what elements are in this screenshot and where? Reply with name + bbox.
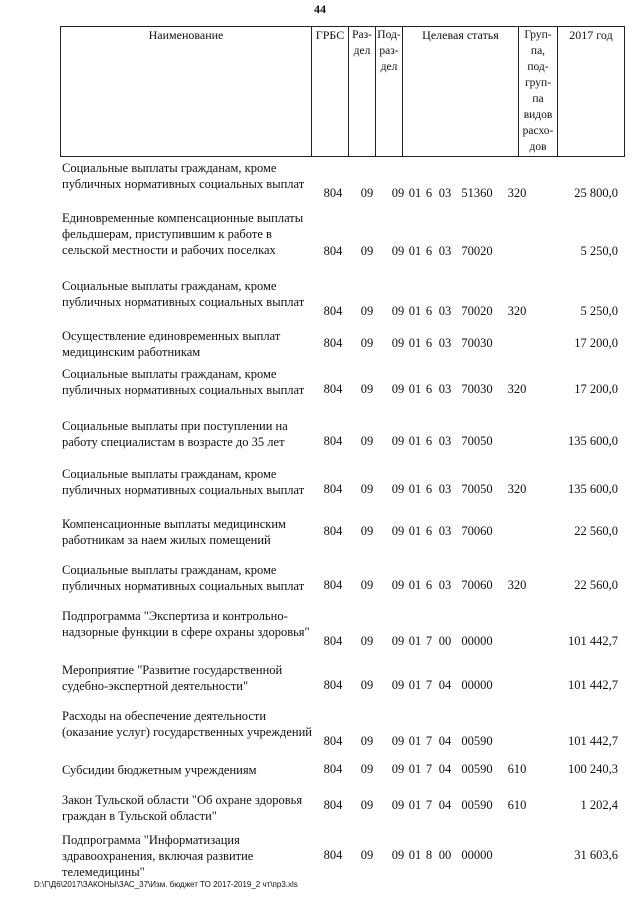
cell-razdel: 09 bbox=[360, 762, 374, 776]
cell-vid: 610 bbox=[507, 762, 527, 776]
cell-podrazdel: 09 bbox=[391, 634, 405, 648]
cell-t3: 00 bbox=[438, 634, 452, 648]
cell-vid: 610 bbox=[507, 798, 527, 812]
cell-sum: 101 442,7 bbox=[568, 634, 618, 648]
cell-t2: 6 bbox=[425, 304, 433, 318]
cell-sum: 101 442,7 bbox=[568, 678, 618, 692]
page-number: 44 bbox=[314, 2, 326, 16]
cell-sum: 135 600,0 bbox=[568, 434, 618, 448]
cell-t4: 00000 bbox=[461, 848, 493, 862]
cell-grbs: 804 bbox=[323, 734, 343, 748]
cell-vid: 320 bbox=[507, 186, 527, 200]
row-name: Закон Тульской области "Об охране здоровья граждан в Тульской области" bbox=[62, 793, 303, 823]
cell-t1: 01 bbox=[408, 848, 422, 862]
cell-sum: 31 603,6 bbox=[574, 848, 618, 862]
cell-t4: 00000 bbox=[461, 634, 493, 648]
cell-grbs: 804 bbox=[323, 186, 343, 200]
cell-t1: 01 bbox=[408, 304, 422, 318]
cell-t3: 04 bbox=[438, 734, 452, 748]
cell-t4: 70030 bbox=[461, 382, 493, 396]
cell-t4: 00590 bbox=[461, 734, 493, 748]
cell-t1: 01 bbox=[408, 678, 422, 692]
cell-razdel: 09 bbox=[360, 186, 374, 200]
cell-razdel: 09 bbox=[360, 524, 374, 538]
cell-t3: 03 bbox=[438, 434, 452, 448]
cell-t1: 01 bbox=[408, 186, 422, 200]
row-name: Субсидии бюджетным учреждениям bbox=[62, 763, 257, 777]
cell-grbs: 804 bbox=[323, 382, 343, 396]
cell-grbs: 804 bbox=[323, 678, 343, 692]
row-name: Подпрограмма "Экспертиза и контрольно-надзорные функции в сфере охраны здоровья" bbox=[62, 609, 310, 639]
cell-t4: 51360 bbox=[461, 186, 493, 200]
row-name: Социальные выплаты гражданам, кроме публичных нормативных социальных выплат bbox=[62, 367, 305, 397]
cell-razdel: 09 bbox=[360, 244, 374, 258]
cell-grbs: 804 bbox=[323, 634, 343, 648]
cell-grbs: 804 bbox=[323, 848, 343, 862]
cell-podrazdel: 09 bbox=[391, 304, 405, 318]
cell-t3: 03 bbox=[438, 186, 452, 200]
cell-t1: 01 bbox=[408, 524, 422, 538]
cell-t4: 70020 bbox=[461, 304, 493, 318]
cell-t1: 01 bbox=[408, 634, 422, 648]
cell-t3: 03 bbox=[438, 382, 452, 396]
cell-t2: 6 bbox=[425, 244, 433, 258]
cell-grbs: 804 bbox=[323, 762, 343, 776]
col-header-target: Целевая статья bbox=[403, 27, 519, 157]
cell-t1: 01 bbox=[408, 734, 422, 748]
cell-razdel: 09 bbox=[360, 578, 374, 592]
cell-t2: 6 bbox=[425, 524, 433, 538]
cell-t4: 00590 bbox=[461, 798, 493, 812]
cell-podrazdel: 09 bbox=[391, 244, 405, 258]
cell-t2: 7 bbox=[425, 634, 433, 648]
cell-t3: 03 bbox=[438, 482, 452, 496]
table-header bbox=[60, 26, 625, 157]
cell-sum: 101 442,7 bbox=[568, 734, 618, 748]
cell-podrazdel: 09 bbox=[391, 678, 405, 692]
col-header-razdel: Раз- дел bbox=[349, 27, 376, 157]
cell-t3: 04 bbox=[438, 678, 452, 692]
cell-podrazdel: 09 bbox=[391, 186, 405, 200]
row-name: Расходы на обеспечение деятельности (оказание услуг) государственных учреждений bbox=[62, 709, 312, 739]
col-header-podrazdel: Под- раз- дел bbox=[376, 27, 403, 157]
cell-sum: 5 250,0 bbox=[580, 244, 618, 258]
cell-sum: 25 800,0 bbox=[574, 186, 618, 200]
cell-podrazdel: 09 bbox=[391, 734, 405, 748]
col-header-name: Наименование bbox=[61, 27, 312, 157]
cell-t4: 70050 bbox=[461, 482, 493, 496]
cell-razdel: 09 bbox=[360, 382, 374, 396]
row-name: Социальные выплаты гражданам, кроме публичных нормативных социальных выплат bbox=[62, 563, 305, 593]
cell-razdel: 09 bbox=[360, 734, 374, 748]
cell-sum: 135 600,0 bbox=[568, 482, 618, 496]
cell-t4: 70020 bbox=[461, 244, 493, 258]
cell-t3: 03 bbox=[438, 336, 452, 350]
cell-razdel: 09 bbox=[360, 304, 374, 318]
cell-t3: 04 bbox=[438, 798, 452, 812]
cell-t3: 03 bbox=[438, 304, 452, 318]
cell-t1: 01 bbox=[408, 798, 422, 812]
cell-t2: 6 bbox=[425, 578, 433, 592]
cell-grbs: 804 bbox=[323, 244, 343, 258]
cell-grbs: 804 bbox=[323, 482, 343, 496]
cell-t3: 03 bbox=[438, 524, 452, 538]
row-name: Подпрограмма "Информатизация здравоохранения, включая развитие телемедицины" bbox=[62, 833, 254, 879]
cell-t2: 6 bbox=[425, 482, 433, 496]
cell-t1: 01 bbox=[408, 482, 422, 496]
cell-vid: 320 bbox=[507, 578, 527, 592]
cell-sum: 22 560,0 bbox=[574, 578, 618, 592]
cell-t3: 03 bbox=[438, 244, 452, 258]
cell-t4: 70060 bbox=[461, 524, 493, 538]
cell-t2: 8 bbox=[425, 848, 433, 862]
cell-podrazdel: 09 bbox=[391, 798, 405, 812]
cell-razdel: 09 bbox=[360, 634, 374, 648]
cell-grbs: 804 bbox=[323, 578, 343, 592]
cell-podrazdel: 09 bbox=[391, 336, 405, 350]
cell-razdel: 09 bbox=[360, 848, 374, 862]
cell-t2: 6 bbox=[425, 336, 433, 350]
cell-t1: 01 bbox=[408, 434, 422, 448]
col-header-year: 2017 год bbox=[558, 27, 625, 157]
cell-sum: 17 200,0 bbox=[574, 336, 618, 350]
cell-vid: 320 bbox=[507, 482, 527, 496]
cell-podrazdel: 09 bbox=[391, 762, 405, 776]
cell-t2: 7 bbox=[425, 734, 433, 748]
cell-t1: 01 bbox=[408, 578, 422, 592]
cell-vid: 320 bbox=[507, 382, 527, 396]
cell-grbs: 804 bbox=[323, 524, 343, 538]
cell-vid: 320 bbox=[507, 304, 527, 318]
cell-sum: 17 200,0 bbox=[574, 382, 618, 396]
row-name: Единовременные компенсационные выплаты фельдшерам, приступившим к работе в сельской местности и рабочих поселках bbox=[62, 211, 304, 257]
cell-grbs: 804 bbox=[323, 434, 343, 448]
row-name: Компенсационные выплаты медицинским работникам за наем жилых помещений bbox=[62, 517, 286, 547]
row-name: Мероприятие "Развитие государственной судебно-экспертной деятельности" bbox=[62, 663, 283, 693]
cell-t2: 6 bbox=[425, 186, 433, 200]
row-name: Социальные выплаты гражданам, кроме публичных нормативных социальных выплат bbox=[62, 161, 305, 191]
cell-t4: 00590 bbox=[461, 762, 493, 776]
cell-razdel: 09 bbox=[360, 336, 374, 350]
cell-podrazdel: 09 bbox=[391, 482, 405, 496]
row-name: Социальные выплаты гражданам, кроме публичных нормативных социальных выплат bbox=[62, 467, 305, 497]
cell-sum: 1 202,4 bbox=[580, 798, 618, 812]
cell-t1: 01 bbox=[408, 336, 422, 350]
cell-t4: 00000 bbox=[461, 678, 493, 692]
cell-t3: 04 bbox=[438, 762, 452, 776]
cell-t4: 70050 bbox=[461, 434, 493, 448]
row-name: Осуществление единовременных выплат медицинским работникам bbox=[62, 329, 281, 359]
cell-t2: 7 bbox=[425, 678, 433, 692]
col-header-vid: Груп- па, под- груп- па видов расхо- дов bbox=[519, 27, 558, 157]
cell-grbs: 804 bbox=[323, 798, 343, 812]
cell-razdel: 09 bbox=[360, 678, 374, 692]
cell-podrazdel: 09 bbox=[391, 848, 405, 862]
row-name: Социальные выплаты гражданам, кроме публичных нормативных социальных выплат bbox=[62, 279, 305, 309]
cell-razdel: 09 bbox=[360, 482, 374, 496]
cell-t3: 03 bbox=[438, 578, 452, 592]
file-path-footer: D:\Г\Д6\2017\ЗАКОНЫ\ЗАС_37\Изм. бюджет ТО 2017-2019_2 чт\пр3.xls bbox=[34, 880, 298, 889]
cell-t2: 6 bbox=[425, 434, 433, 448]
cell-razdel: 09 bbox=[360, 798, 374, 812]
cell-sum: 100 240,3 bbox=[568, 762, 618, 776]
cell-t2: 7 bbox=[425, 798, 433, 812]
cell-t2: 7 bbox=[425, 762, 433, 776]
cell-t4: 70060 bbox=[461, 578, 493, 592]
cell-t1: 01 bbox=[408, 762, 422, 776]
cell-podrazdel: 09 bbox=[391, 578, 405, 592]
cell-grbs: 804 bbox=[323, 304, 343, 318]
cell-t3: 00 bbox=[438, 848, 452, 862]
cell-razdel: 09 bbox=[360, 434, 374, 448]
cell-podrazdel: 09 bbox=[391, 524, 405, 538]
cell-podrazdel: 09 bbox=[391, 382, 405, 396]
cell-sum: 5 250,0 bbox=[580, 304, 618, 318]
row-name: Социальные выплаты при поступлении на работу специалистам в возрасте до 35 лет bbox=[62, 419, 288, 449]
col-header-grbs: ГРБС bbox=[312, 27, 349, 157]
cell-t1: 01 bbox=[408, 244, 422, 258]
cell-t2: 6 bbox=[425, 382, 433, 396]
cell-t4: 70030 bbox=[461, 336, 493, 350]
cell-podrazdel: 09 bbox=[391, 434, 405, 448]
cell-grbs: 804 bbox=[323, 336, 343, 350]
cell-t1: 01 bbox=[408, 382, 422, 396]
cell-sum: 22 560,0 bbox=[574, 524, 618, 538]
